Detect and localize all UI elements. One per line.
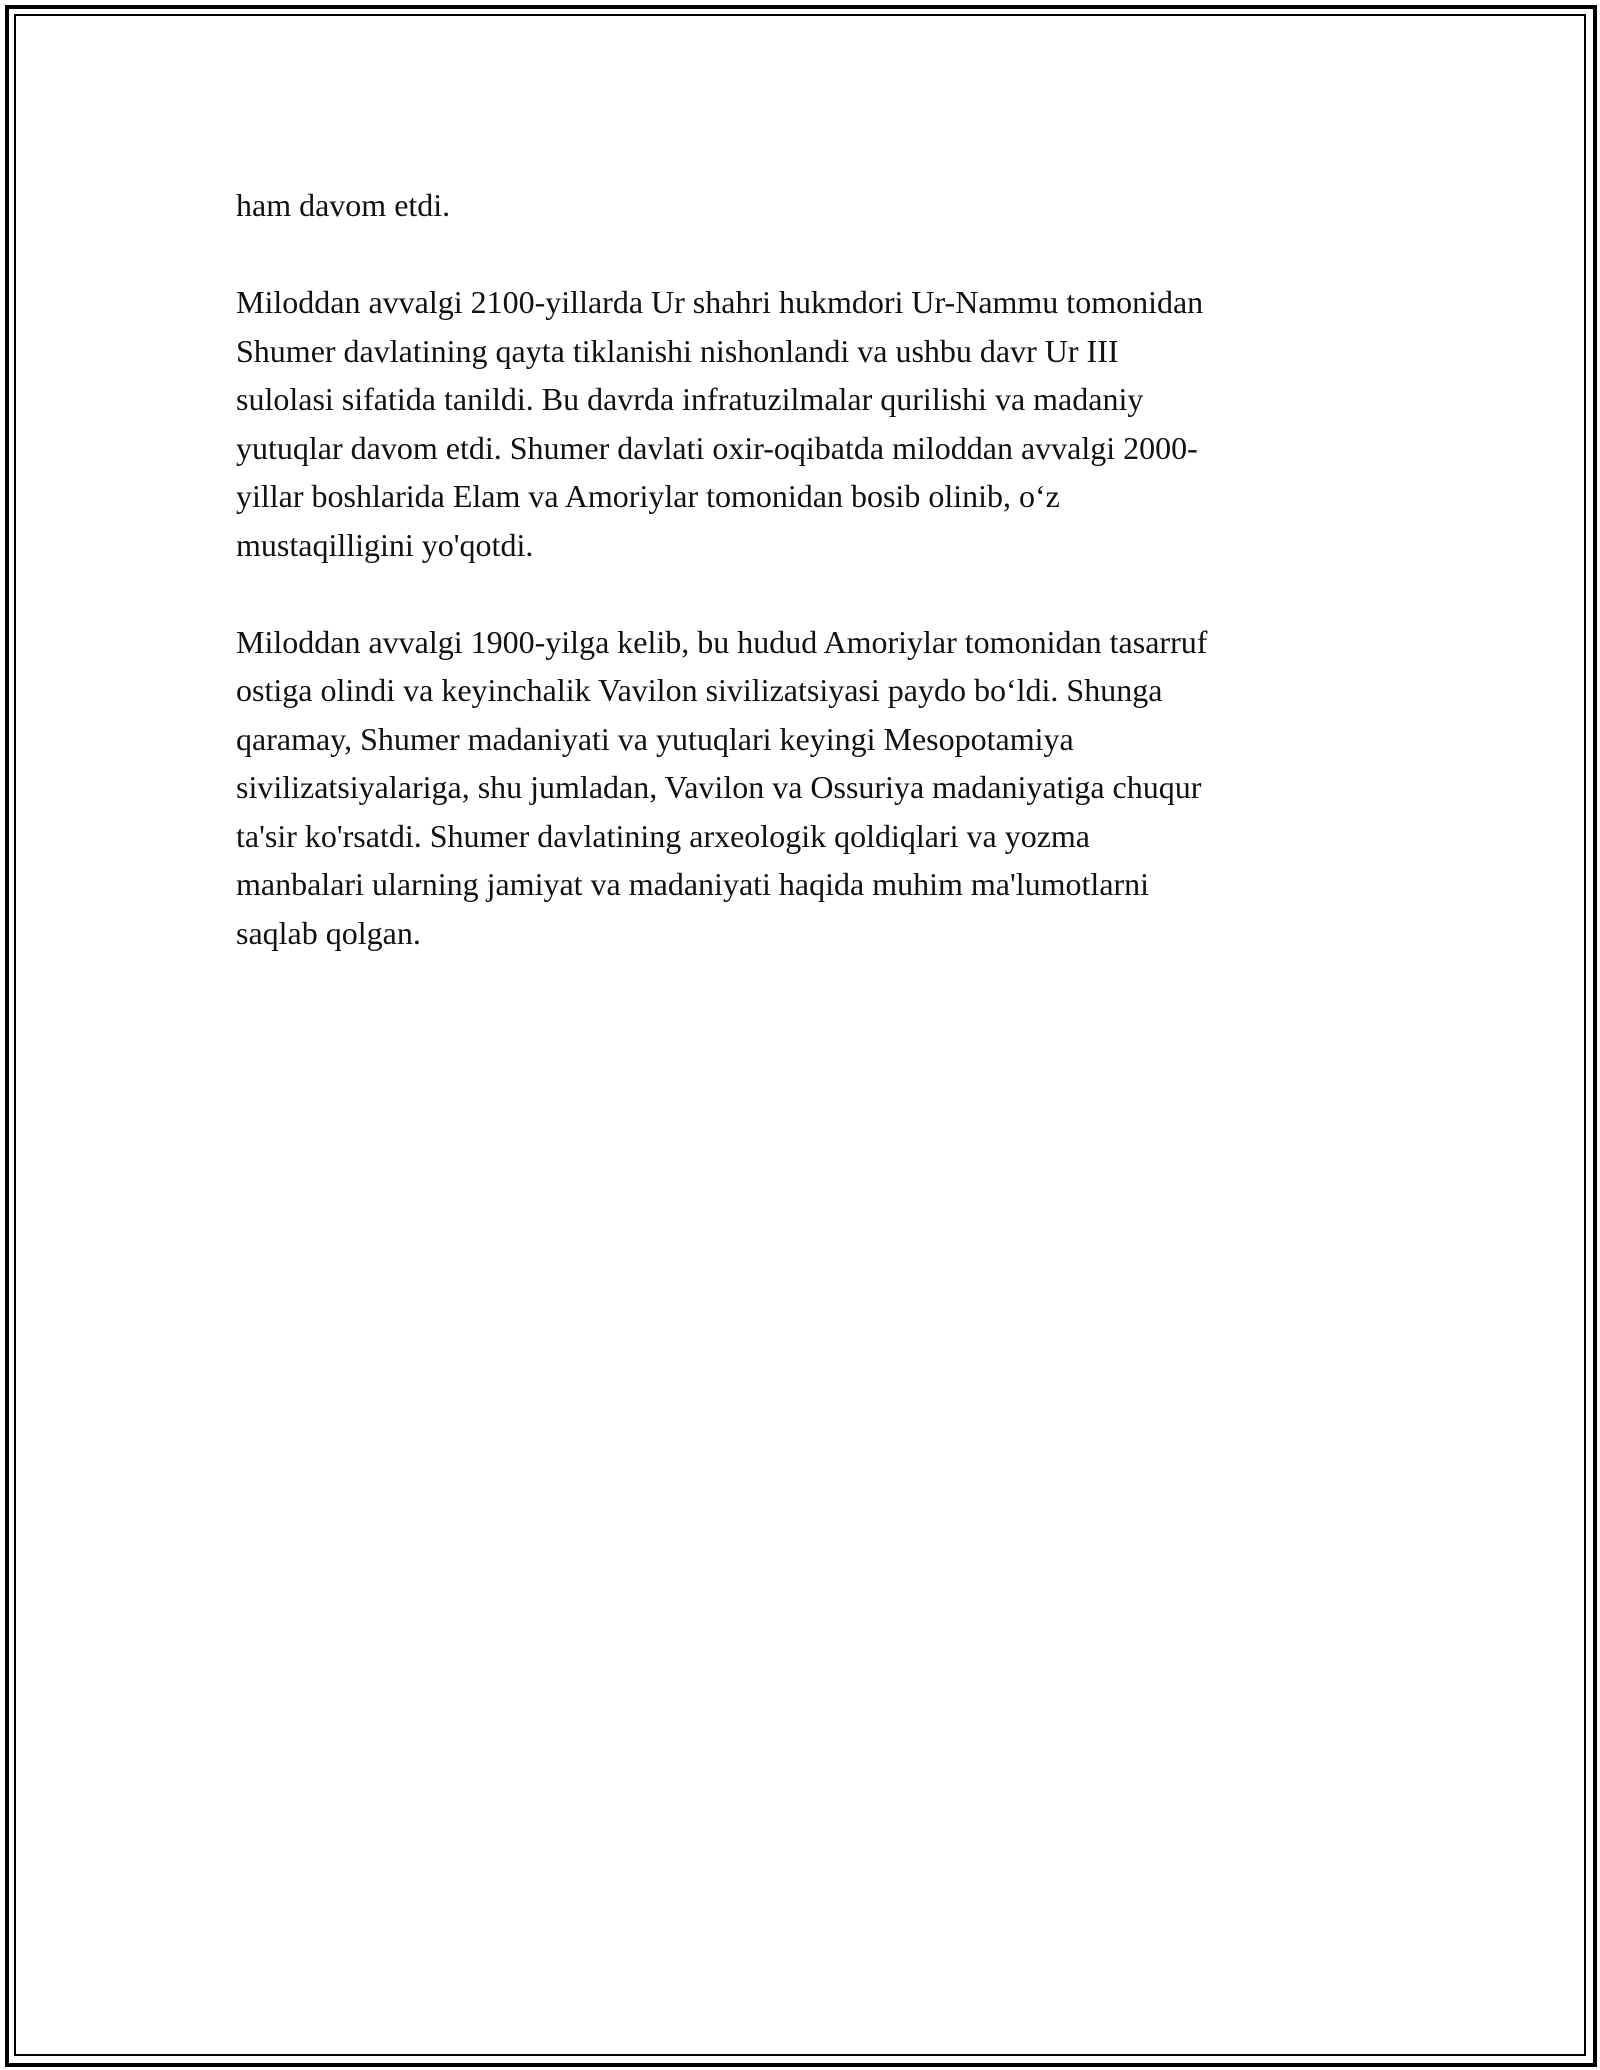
text-line: Miloddan avvalgi 1900-yilga kelib, bu hudud Amoriylar tomonidan tasarruf bbox=[236, 623, 1208, 660]
text-line: ham davom etdi. bbox=[236, 187, 451, 223]
paragraph-2 bbox=[236, 278, 1366, 569]
text-line: saqlab qolgan. bbox=[236, 914, 421, 951]
text-line: sulolasi sifatida tanildi. Bu davrda infratuzilmalar qurilishi va madaniy bbox=[236, 381, 1144, 417]
text-line: manbalari ularning jamiyat va madaniyati haqida muhim ma'lumotlarni bbox=[236, 866, 1150, 902]
document-body bbox=[236, 181, 1366, 1006]
text-line: ta'sir ko'rsatdi. Shumer davlatining arxeologik qoldiqlari va yozma bbox=[236, 817, 1090, 854]
text-line: yillar boshlarida Elam va Amoriylar tomonidan bosib olinib, o‘z bbox=[236, 478, 1060, 514]
text-line: Shumer davlatining qayta tiklanishi nishonlandi va ushbu davr Ur III bbox=[236, 332, 1119, 369]
text-line: sivilizatsiyalariga, shu jumladan, Vavilon va Ossuriya madaniyatiga chuqur bbox=[236, 769, 1202, 805]
text-line: yutuqlar davom etdi. Shumer davlati oxir-oqibatda miloddan avvalgi 2000- bbox=[236, 429, 1198, 466]
text-line: mustaqilligini yo'qotdi. bbox=[236, 526, 534, 563]
text-line: ostiga olindi va keyinchalik Vavilon sivilizatsiyasi paydo bo‘ldi. Shunga bbox=[236, 672, 1163, 708]
text-line: Miloddan avvalgi 2100-yillarda Ur shahri hukmdori Ur-Nammu tomonidan bbox=[236, 284, 1204, 320]
text-line: qaramay, Shumer madaniyati va yutuqlari keyingi Mesopotamiya bbox=[236, 720, 1074, 757]
paragraph-1 bbox=[236, 181, 1366, 230]
paragraph-3 bbox=[236, 618, 1366, 958]
